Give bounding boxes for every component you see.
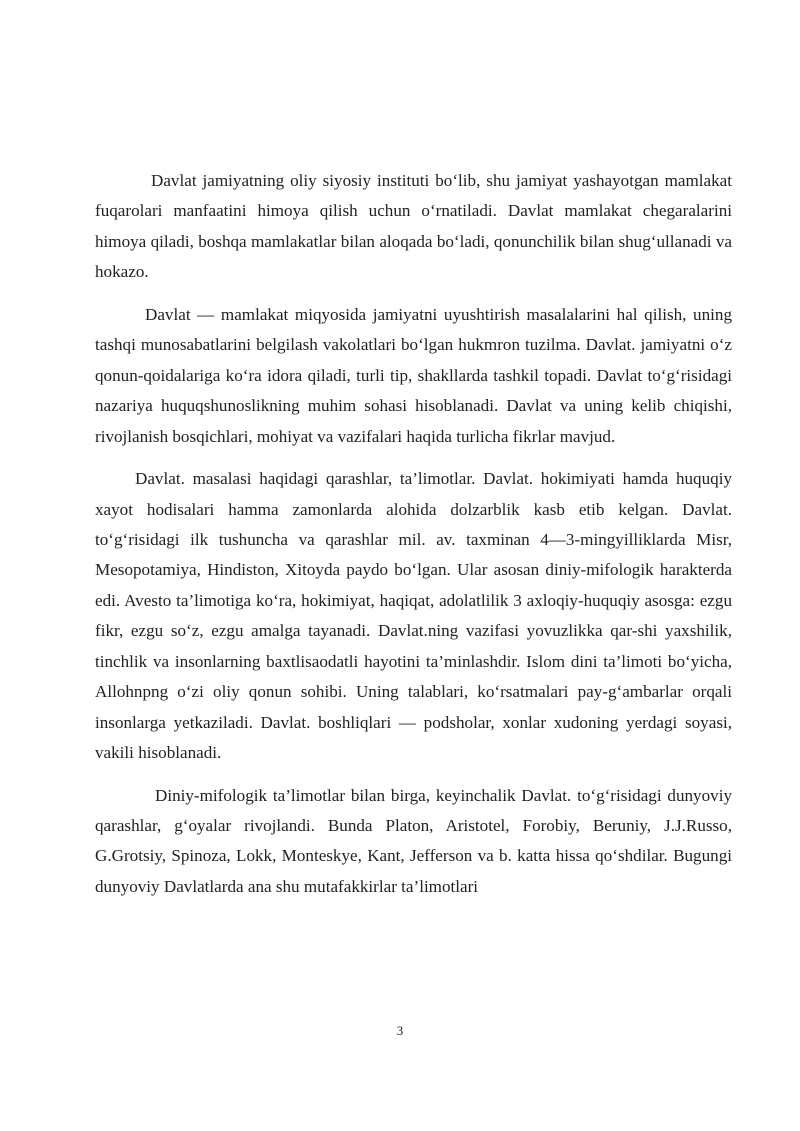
- paragraph-1: Davlat jamiyatning oliy siyosiy instituti boʻlib, shu jamiyat yashayotgan mamlakat fuqarolari manfaatini himoya qilish uchun oʻrnatiladi. Davlat mamlakat chegaralarini himoya qiladi, boshqa mamlakatlar bilan aloqada boʻladi, qonunchilik bilan shugʻullanadi va hokazo.: [95, 171, 732, 282]
- body-text: [95, 166, 732, 902]
- page-number: 3: [396, 1023, 404, 1038]
- paragraph-4: Diniy-mifologik ta’limotlar bilan birga, keyinchalik Davlat. toʻgʻrisidagi dunyoviy qarashlar, gʻoyalar rivojlandi. Bunda Platon, Aristotel, Forobiy, Beruniy, J.J.Russo, G.Grotsiy, Spinoza, Lokk, Monteskye, Kant, Jefferson va b. katta hissa qoʻshdilar. Bugungi dunyoviy Davlatlarda ana shu mutafakkirlar ta’limotlari: [95, 785, 732, 896]
- paragraph-3: Davlat. masalasi haqidagi qarashlar, ta’limotlar. Davlat. hokimiyati hamda huquqiy xayot hodisalari hamma zamonlarda alohida dolzarblik kasb etib kelgan. Davlat. toʻgʻrisidagi ilk tushuncha va qarashlar mil. av. taxminan 4—3-mingyilliklarda Misr, Mesopotamiya, Hindiston, Xitoyda paydo boʻlgan. Ular asosan diniy-mifologik harakterda edi. Avesto ta’limotiga koʻra, hokimiyat, haqiqat, adolatlilik 3 axloqiy-huquqiy asosga: ezgu fikr, ezgu soʻz, ezgu amalga tayanadi. Davlat.ning vazifasi yovuzlikka qar-shi yaxshilik, tinchlik va insonlarning baxtlisaodatli hayotini ta’minlashdir. Islom dini ta’limoti boʻyicha, Allohnpng oʻzi oliy qonun sohibi. Uning talablari, koʻrsatmalari pay-gʻambarlar orqali insonlarga yetkaziladi. Davlat. boshliqlari — podsholar, xonlar xudoning yerdagi soyasi, vakili hisoblanadi.: [95, 469, 732, 762]
- paragraph-2: Davlat — mamlakat miqyosida jamiyatni uyushtirish masalalarini hal qilish, uning tashqi munosabatlarini belgilash vakolatlari boʻlgan hukmron tuzilma. Davlat. jamiyatni oʻz qonun-qoidalariga koʻra idora qiladi, turli tip, shakllarda tashkil topadi. Davlat toʻgʻrisidagi nazariya huquqshunoslikning muhim sohasi hisoblanadi. Davlat va uning kelib chiqishi, rivojlanish bosqichlari, mohiyat va vazifalari haqida turlicha fikrlar mavjud.: [95, 304, 732, 446]
